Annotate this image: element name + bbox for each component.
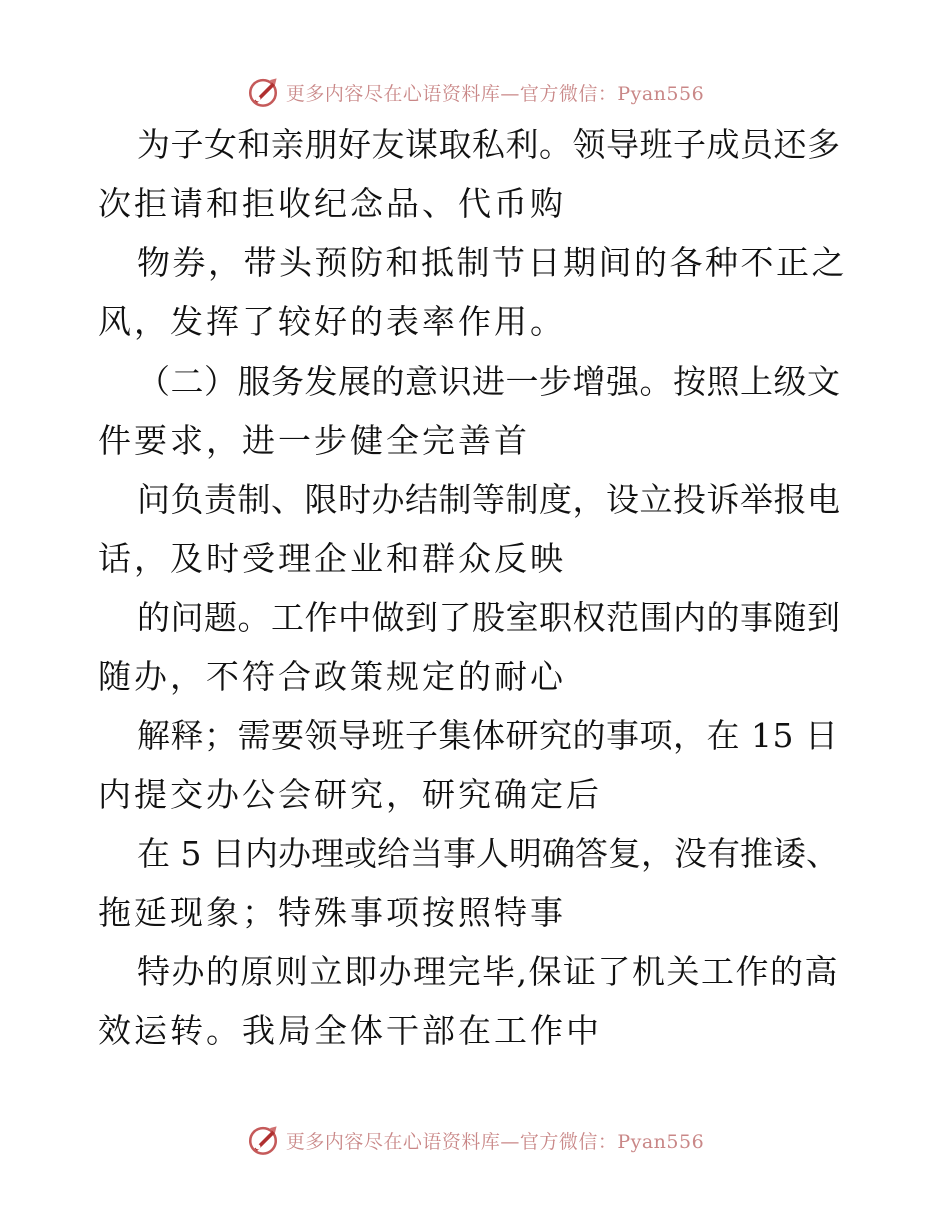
text-line: 的问题。工作中做到了股室职权范围内的事随到 xyxy=(137,598,841,637)
text-line: 次拒请和拒收纪念品、代币购 xyxy=(98,184,566,223)
text-line: 解释；需要领导班子集体研究的事项，在 15 日 xyxy=(137,716,839,755)
watermark-text: 更多内容尽在心语资料库—官方微信：Pyan556 xyxy=(285,1130,705,1153)
text-line: 风，发挥了较好的表率作用。 xyxy=(98,302,566,341)
text-line: 问负责制、限时办结制等制度，设立投诉举报电 xyxy=(137,480,841,519)
quill-logo-icon xyxy=(246,1123,280,1157)
text-line: 特办的原则立即办理完毕,保证了机关工作的高 xyxy=(137,952,839,991)
text-line: 内提交办公会研究，研究确定后 xyxy=(98,775,602,814)
text-line: 为子女和亲朋好友谋取私利。领导班子成员还多 xyxy=(137,125,841,164)
text-line: 物券，带头预防和抵制节日期间的各种不正之 xyxy=(137,243,847,282)
text-line: 在 5 日内办理或给当事人明确答复，没有推诿、 xyxy=(137,834,839,873)
text-line: 件要求，进一步健全完善首 xyxy=(98,421,530,460)
text-line: 效运转。我局全体干部在工作中 xyxy=(98,1011,602,1050)
footer-watermark xyxy=(0,1120,950,1160)
text-line: 随办，不符合政策规定的耐心 xyxy=(98,657,566,696)
text-line: （二）服务发展的意识进一步增强。按照上级文 xyxy=(137,362,841,401)
text-line: 拖延现象；特殊事项按照特事 xyxy=(98,893,566,932)
text-line: 话，及时受理企业和群众反映 xyxy=(98,539,566,578)
watermark-text: 更多内容尽在心语资料库—官方微信：Pyan556 xyxy=(285,82,705,105)
